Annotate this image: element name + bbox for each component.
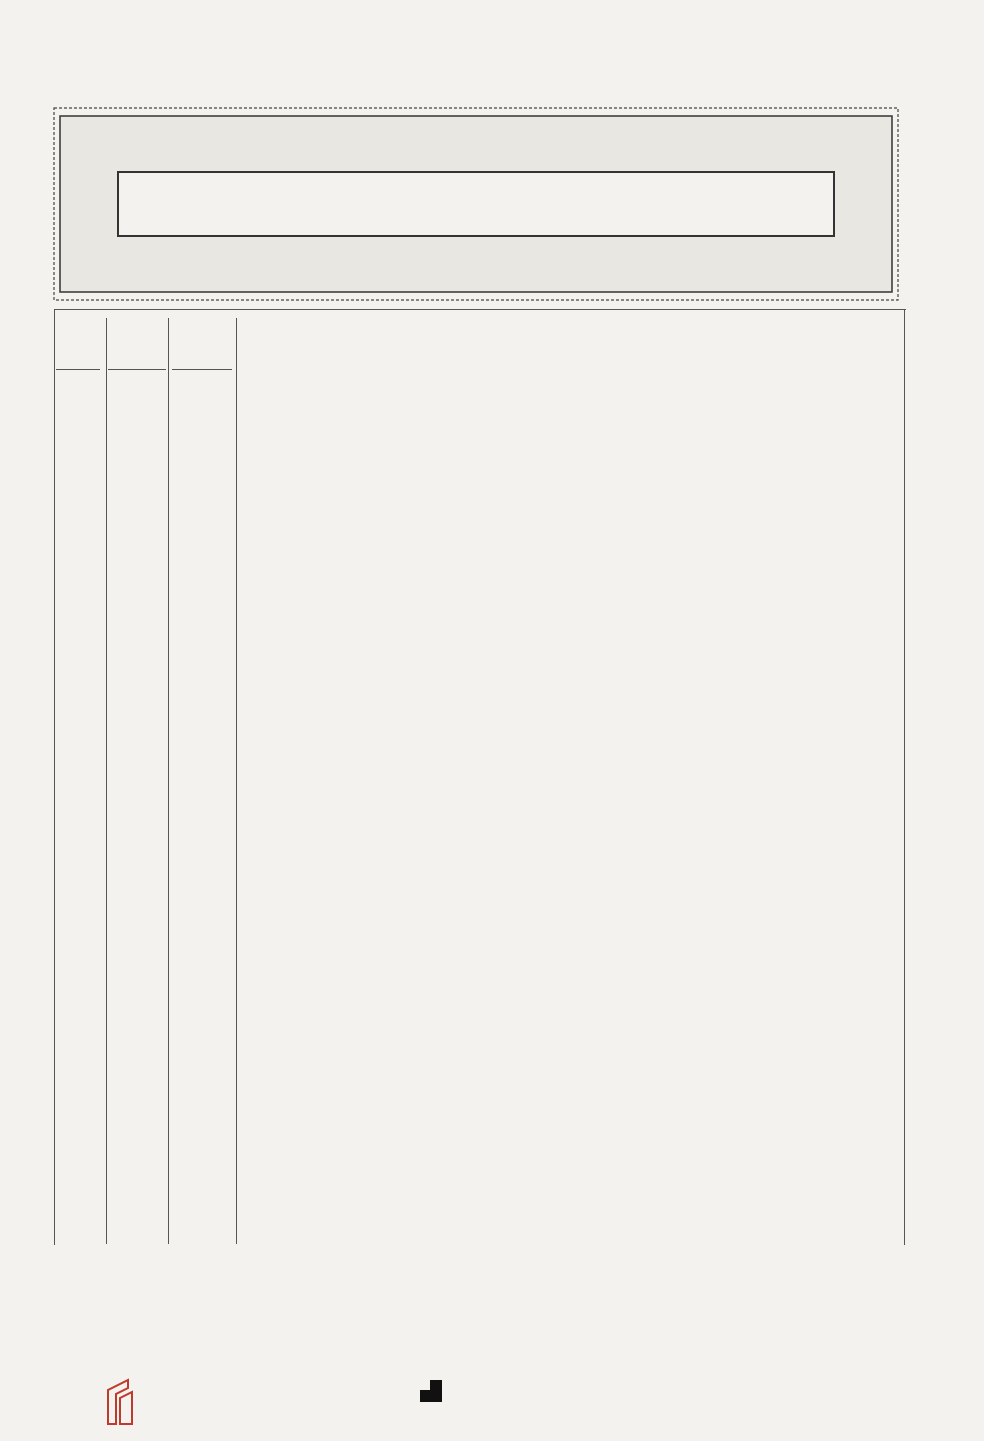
frame-top-line [54, 309, 906, 310]
frame-right-line [904, 309, 905, 1245]
header-underline [172, 369, 232, 370]
column-divider [236, 318, 237, 1244]
header-underline [56, 369, 100, 370]
header-underline [108, 369, 166, 370]
column-divider [106, 318, 107, 1244]
ornamental-header-frieze [52, 106, 900, 302]
library-emblem-icon [104, 1378, 134, 1428]
kunstbibliothek-logo-icon [420, 1380, 442, 1402]
column-divider [168, 318, 169, 1244]
frame-left-line [54, 309, 55, 1245]
